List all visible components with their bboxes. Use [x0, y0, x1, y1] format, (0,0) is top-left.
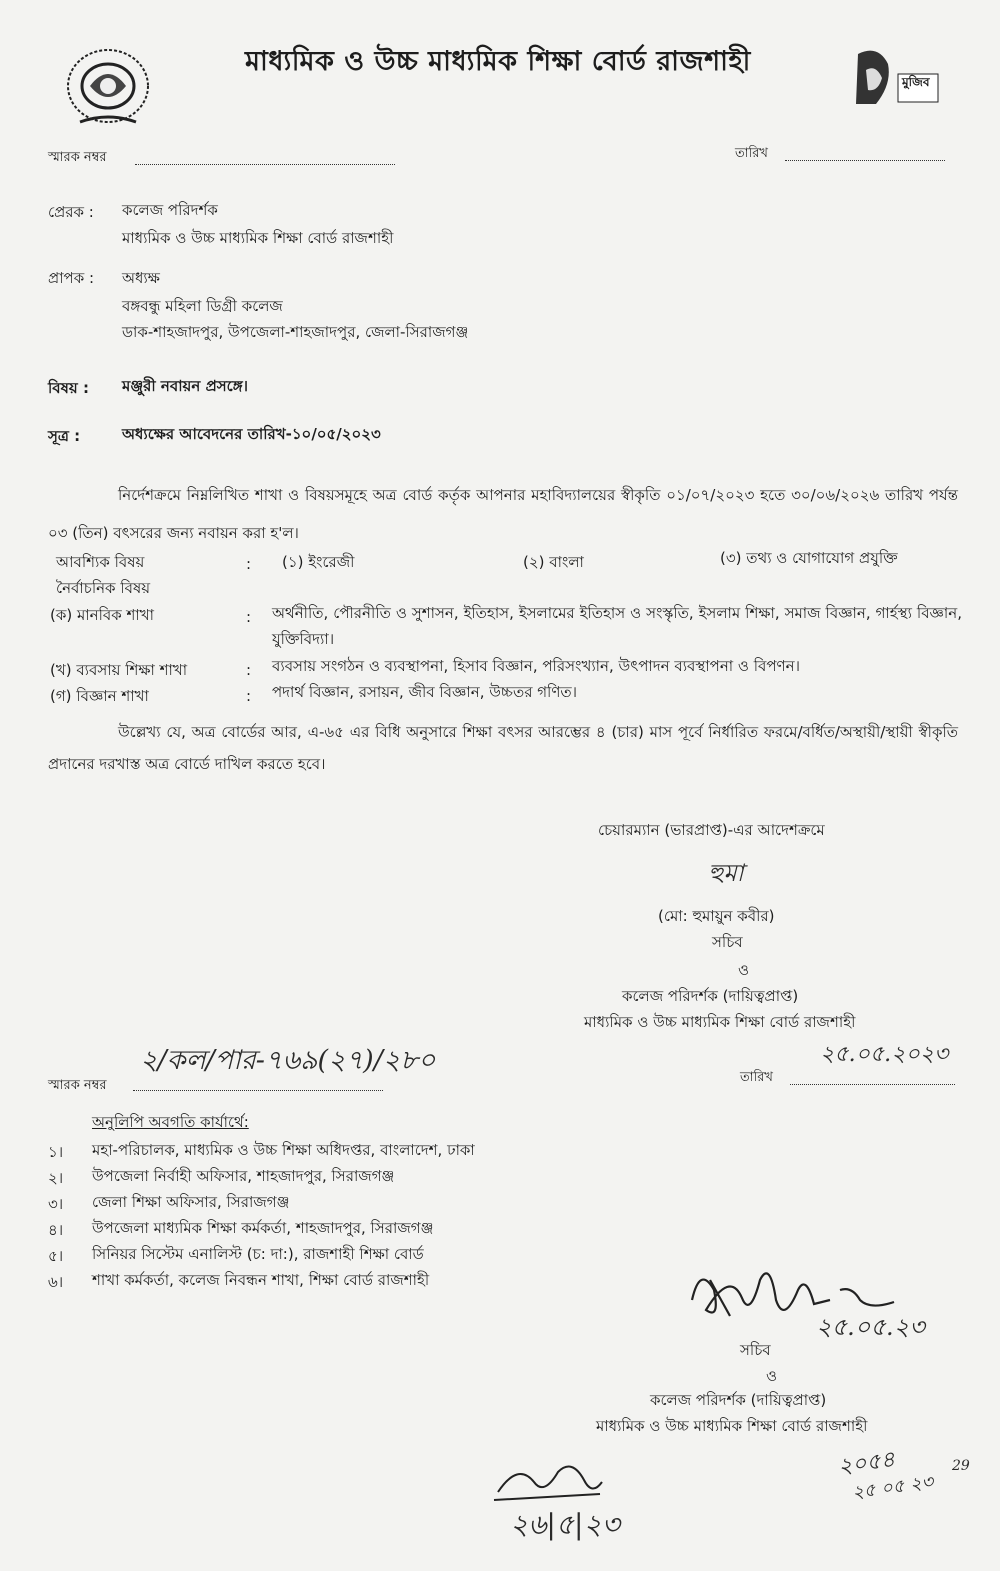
memo-number-handwritten: ২/কল/পার-৭৬৯(২৭)/২৮০ — [140, 1045, 436, 1076]
handwritten-initials-icon — [488, 1452, 608, 1512]
signatory-and: ও — [738, 961, 750, 979]
copy-item-text: উপজেলা মাধ্যমিক শিক্ষা কর্মকর্তা, শাহজাদপুর, সিরাজগঞ্জ — [92, 1219, 434, 1237]
signatory-role-2: কলেজ পরিদর্শক (দায়িত্বপ্রাপ্ত) — [650, 1391, 827, 1409]
copies-heading: অনুলিপি অবগতি কার্যার্থে: — [92, 1113, 249, 1131]
date-handwritten: ২৫.০৫.২০২৩ — [820, 1042, 949, 1067]
business-subjects: ব্যবসায় সংগঠন ও ব্যবস্থাপনা, হিসাব বিজ্ঞান, পরিসংখ্যান, উৎপাদন ব্যবস্থাপনা ও বিপণন। — [272, 657, 800, 675]
board-seal-icon — [60, 42, 156, 128]
body-paragraph-1: নির্দেশক্রমে নিম্নলিখিত শাখা ও বিষয়সমূহে অত্র বোর্ড কর্তৃক আপনার মহাবিদ্যালয়ের স্বীকৃতি ০১/০৭/২০২৩ হতে ৩০/০৬/২০২৬ তারিখ পর্যন্ত ০৩ (তিন) বৎসরের জন্য নবায়ন করা হ'ল। — [48, 486, 958, 542]
memo-number-label: স্মারক নম্বর — [48, 150, 107, 165]
memo-number-blank-2 — [133, 1090, 383, 1091]
portrait-caption: মুজিব — [902, 75, 930, 89]
reference-text: অধ্যক্ষের আবেদনের তারিখ-১০/০৫/২০২৩ — [122, 425, 381, 443]
copy-item-text: সিনিয়র সিস্টেম এনালিস্ট (চ: দা:), রাজশাহী শিক্ষা বোর্ড — [92, 1245, 424, 1263]
copy-item-text: জেলা শিক্ষা অফিসার, সিরাজগঞ্জ — [92, 1193, 290, 1211]
sender-label: প্রেরক : — [48, 203, 94, 221]
memo-number-label-2: স্মারক নম্বর — [48, 1078, 107, 1093]
initials-signature: হুমা — [708, 859, 744, 887]
reference-label: সূত্র : — [48, 427, 81, 445]
body-paragraph-2: উল্লেখ্য যে, অত্র বোর্ডের আর, এ-৬৫ এর বিধি অনুসারে শিক্ষা বৎসর আরম্ভের ৪ (চার) মাস পূর্বে নির্ধারিত ফরমে/বর্ধিত/অস্থায়ী/স্থায়ী স্বীকৃতি প্রদানের দরখাস্ত অত্র বোর্ডে দাখিল করতে হবে। — [48, 723, 958, 773]
sender-line2: মাধ্যমিক ও উচ্চ মাধ্যমিক শিক্ষা বোর্ড রাজশাহী — [122, 229, 394, 247]
recipient-line2: বঙ্গবন্ধু মহিলা ডিগ্রী কলেজ — [122, 297, 283, 315]
copy-item-text: মহা-পরিচালক, মাধ্যমিক ও উচ্চ শিক্ষা অধিদপ্তর, বাংলাদেশ, ঢাকা — [92, 1141, 475, 1159]
date-blank — [785, 160, 945, 161]
copy-item-text: উপজেলা নির্বাহী অফিসার, শাহজাদপুর, সিরাজগঞ্জ — [92, 1167, 395, 1185]
note-number-small: 29 — [952, 1458, 970, 1474]
science-subjects: পদার্থ বিজ্ঞান, রসায়ন, জীব বিজ্ঞান, উচ্চতর গণিত। — [272, 683, 578, 701]
signatory-role: কলেজ পরিদর্শক (দায়িত্বপ্রাপ্ত) — [622, 987, 799, 1005]
signatory-and-2: ও — [766, 1367, 778, 1385]
science-label: (গ) বিজ্ঞান শাখা — [50, 687, 149, 705]
initials-date: ২৬|৫|২৩ — [510, 1508, 620, 1541]
copy-item-num: ৬। — [48, 1273, 64, 1291]
compulsory-label: আবশ্যিক বিষয় — [56, 553, 145, 571]
business-label: (খ) ব্যবসায় শিক্ষা শাখা — [50, 661, 188, 679]
signatory-title: সচিব — [712, 933, 743, 951]
compulsory-colon: : — [246, 555, 252, 573]
copy-item-num: ১। — [48, 1143, 64, 1161]
subject-text: মঞ্জুরী নবায়ন প্রসঙ্গে। — [122, 377, 249, 395]
copy-item-num: ৩। — [48, 1195, 64, 1213]
signatory-title-2: সচিব — [740, 1341, 771, 1359]
signatory-org-2: মাধ্যমিক ও উচ্চ মাধ্যমিক শিক্ষা বোর্ড রাজশাহী — [596, 1417, 868, 1435]
compulsory-subject-2: (২) বাংলা — [523, 553, 584, 571]
business-colon: : — [246, 661, 252, 679]
subject-label: বিষয় : — [48, 379, 89, 397]
date-label: তারিখ — [735, 146, 768, 161]
signature-date: ২৫.০৫.২৩ — [816, 1313, 925, 1341]
compulsory-subject-3: (৩) তথ্য ও যোগাযোগ প্রযুক্তি — [720, 549, 898, 567]
humanities-label: (ক) মানবিক শাখা — [50, 606, 154, 624]
page-title: মাধ্যমিক ও উচ্চ মাধ্যমিক শিক্ষা বোর্ড রাজশাহী — [245, 46, 751, 77]
order-line: চেয়ারম্যান (ভারপ্রাপ্ত)-এর আদেশক্রমে — [598, 821, 825, 839]
recipient-line3: ডাক-শাহজাদপুর, উপজেলা-শাহজাদপুর, জেলা-সিরাজগঞ্জ — [122, 323, 469, 341]
copy-item-num: ২। — [48, 1169, 64, 1187]
recipient-line1: অধ্যক্ষ — [122, 269, 160, 287]
copy-item-num: ৪। — [48, 1221, 64, 1239]
note-number: ২০৫৪ — [836, 1447, 897, 1480]
date-label-2: তারিখ — [740, 1070, 773, 1085]
signatory-name: (মো: হুমায়ুন কবীর) — [658, 907, 775, 925]
note-date: ২৫ ০৫ ২৩ — [850, 1471, 935, 1504]
date-blank-2 — [790, 1084, 955, 1085]
science-colon: : — [246, 687, 252, 705]
copy-item-num: ৫। — [48, 1247, 64, 1265]
copy-item-text: শাখা কর্মকর্তা, কলেজ নিবন্ধন শাখা, শিক্ষা বোর্ড রাজশাহী — [92, 1271, 430, 1289]
compulsory-subject-1: (১) ইংরেজী — [282, 553, 355, 571]
humanities-subjects: অর্থনীতি, পৌরনীতি ও সুশাসন, ইতিহাস, ইসলামের ইতিহাস ও সংস্কৃতি, ইসলাম শিক্ষা, সমাজ বিজ্ঞান, গার্হস্থ্য বিজ্ঞান, যুক্তিবিদ্যা। — [272, 604, 962, 648]
sender-line1: কলেজ পরিদর্শক — [122, 201, 218, 219]
recipient-label: প্রাপক : — [48, 269, 95, 287]
signatory-org: মাধ্যমিক ও উচ্চ মাধ্যমিক শিক্ষা বোর্ড রাজশাহী — [584, 1013, 856, 1031]
humanities-colon: : — [246, 608, 252, 626]
elective-label: নৈর্বাচনিক বিষয় — [56, 579, 151, 597]
memo-number-blank — [135, 164, 395, 165]
